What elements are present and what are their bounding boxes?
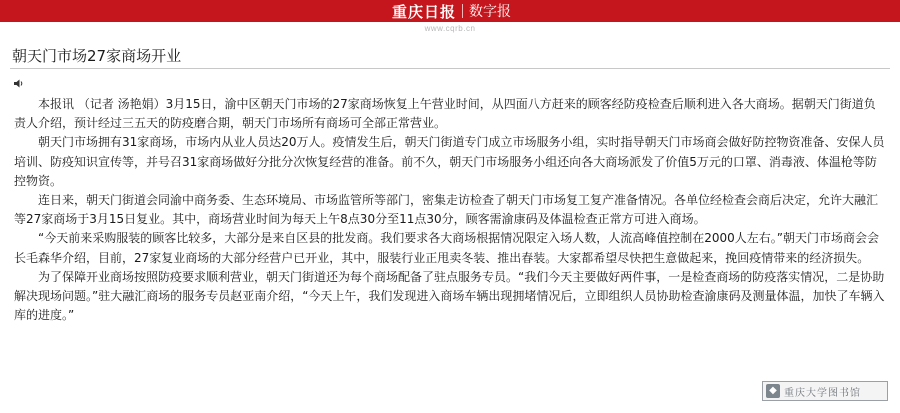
newspaper-logo: 重庆日报: [392, 2, 457, 21]
article-body: [14, 95, 886, 325]
site-url: www.cqrb.cn: [424, 24, 476, 33]
watermark-text: 重庆大学图书馆: [784, 387, 861, 399]
article-title: 朝天门市场27家商场开业: [12, 47, 182, 65]
paragraph: 为了保障开业商场按照防疫要求顺利营业，朝天门街道还为每个商场配备了驻点服务专员。“我们今天主要做好两件事，一是检查商场的防疫落实情况，二是协助解决现场问题。”驻大融汇商场的服务专员赵亚南介绍，“今天上午，我们发现进入商场车辆出现拥堵情况后，立即组织人员协助检查渝康码及测量体温，加快了车辆入库的进度。”: [14, 269, 885, 323]
title-divider: [10, 68, 890, 69]
paragraph: 本报讯 （记者 汤艳娟）3月15日，渝中区朝天门市场的27家商场恢复上午营业时间，从四面八方赶来的顾客经防疫检查后顺利进入各大商场。据朝天门街道负责人介绍，预计经过三五天的防疫磨合期，朝天门市场所有商场可全部正常营业。: [14, 97, 876, 131]
masthead-bar: [0, 0, 900, 22]
brand-separator: [462, 4, 463, 18]
speaker-icon[interactable]: [13, 78, 24, 89]
brand[interactable]: [392, 1, 511, 21]
paragraph: 朝天门市场拥有31家商场，市场内从业人员达20万人。疫情发生后，朝天门街道专门成立市场服务小组，实时指导朝天门市场商会做好防控物资准备、安保人员培训、防疫知识宣传等，并号召31家商场做好分批分次恢复经营的准备。前不久，朝天门市场服务小组还向各大商场派发了价值5万元的口罩、消毒液、体温枪等防控物资。: [14, 135, 885, 188]
section-label: 数字报: [469, 4, 512, 20]
paragraph: “今天前来采购服装的顾客比较多，大部分是来自区县的批发商。我们要求各大商场根据情况限定入场人数，人流高峰值控制在2000人左右。”朝天门市场商会会长毛森华介绍，目前，27家复业商场的大部分经营户已开业，其中，服装行业正甩卖冬装、推出春装。大家都希望尽快把生意做起来，挽回疫情带来的经济损失。: [14, 231, 879, 265]
library-watermark: [762, 381, 888, 401]
library-seal-icon: ◆: [766, 384, 780, 398]
paragraph: 连日来，朝天门街道会同渝中商务委、生态环境局、市场监管所等部门，密集走访检查了朝天门市场复工复产准备情况。各单位经检查会商后决定，允许大融汇等27家商场于3月15日复业。其中，商场营业时间为每天上午8点30分至11点30分，顾客需渝康码及体温检查正常方可进入商场。: [14, 193, 879, 227]
